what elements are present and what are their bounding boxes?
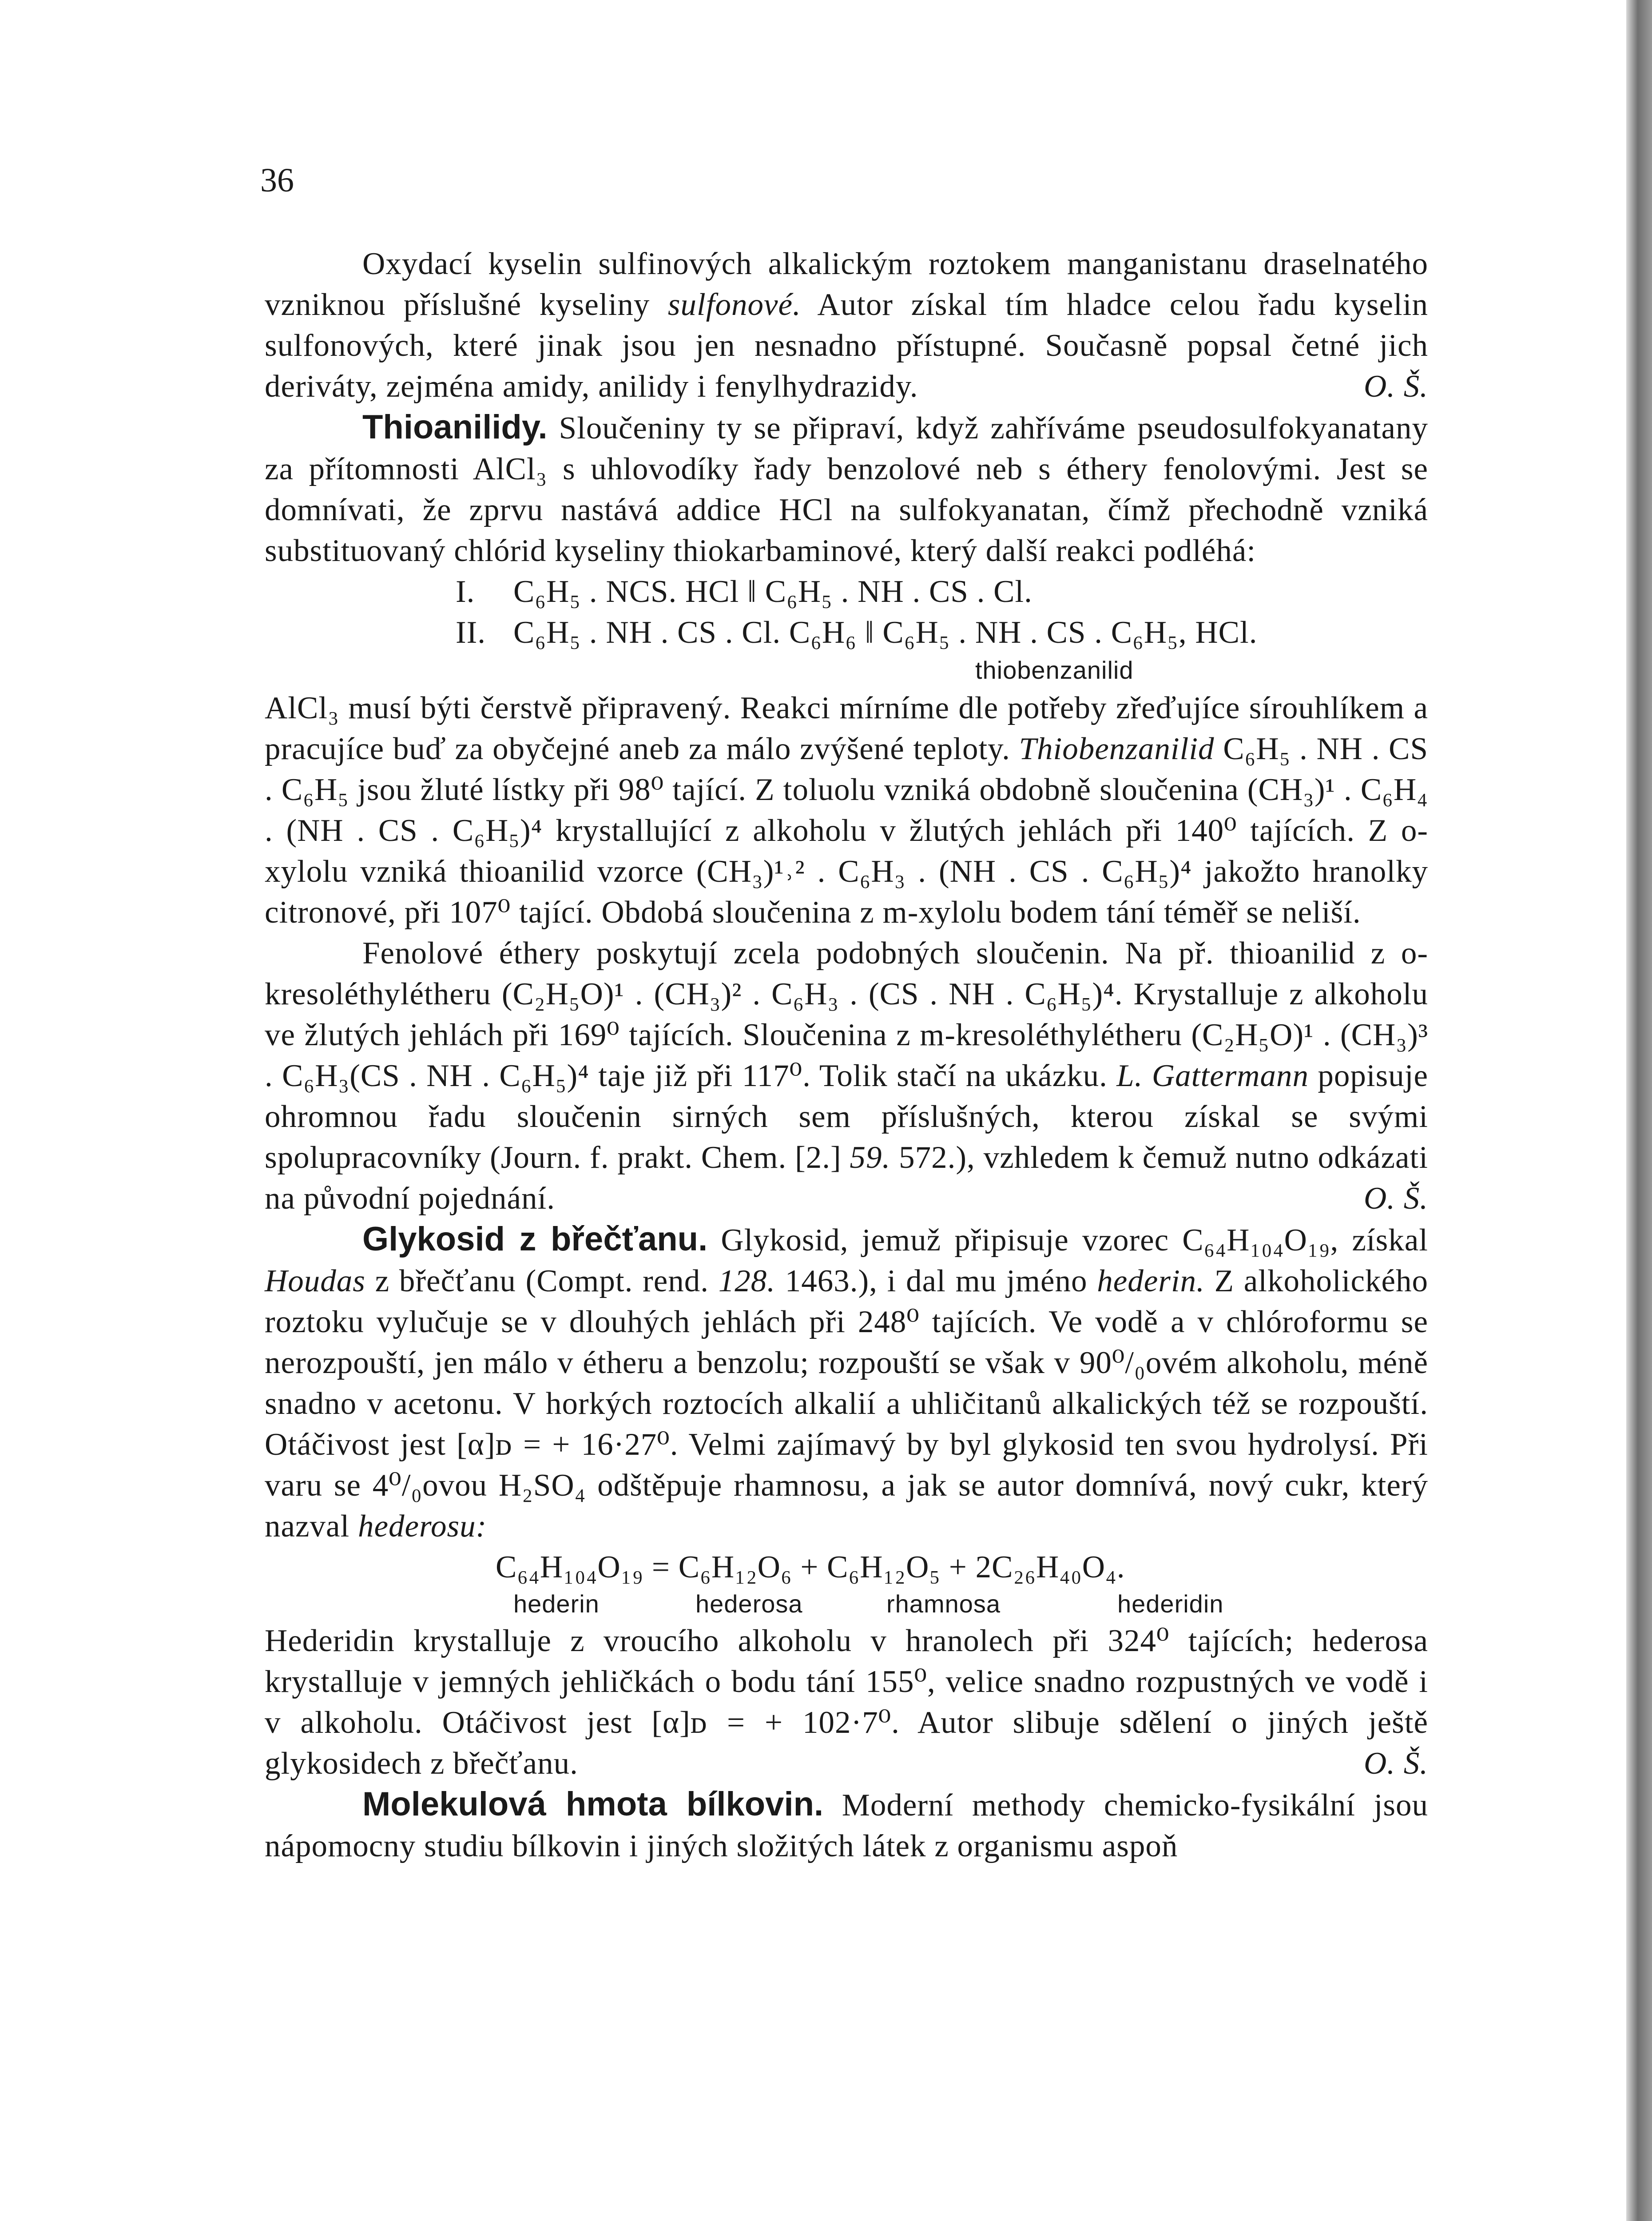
paragraph-sulfinic-acids (265, 243, 1428, 407)
paragraph-text: Sloučeniny ty se připraví, když zahříváme pseudosulfokyanatany za přítomnosti AlCl₃ s uhlovodíky řady benzolové neb s éthery fenolovými. Jest se domnívati, že zprvu nastává addice HCl na sulfokyanatan, čímž přechodně vzniká substituovaný chlórid kyseliny thiokarbaminové, který další reakci podléhá: (265, 411, 1428, 568)
paragraph-text: Fenolové éthery poskytují zcela podobných sloučenin. Na př. thioanilid z o-kresoléthylétheru (C₂H₅O)¹ . (CH₃)² . C₆H₃ . (CS . NH . C₆H₅)⁴. Krystalluje z alkoholu ve žlutých jehlách při 169⁰ tajících. Sloučenina z m-kresoléthylétheru (C₂H₅O)¹ . (CH₃)³ . C₆H₃(CS . NH . C₆H₅)⁴ taje již při 117⁰. Tolik stačí na ukázku. (265, 936, 1428, 1093)
formula-reaction-2 (265, 612, 1428, 653)
section-heading-thioanilidy: Thioanilidy. (362, 408, 548, 446)
paragraph-phenol-ethers (265, 933, 1428, 1219)
paragraph-text: Moderní methody chemicko-fysikální jsou nápomocny studiu bílkovin i jiných složitých látek z organismu aspoň (265, 1788, 1428, 1863)
author-signature: O. Š. (1363, 1181, 1428, 1216)
italic-author-name: L. Gattermann (1116, 1059, 1309, 1093)
italic-term: sulfonové. (667, 287, 801, 322)
article-body (265, 243, 1428, 1867)
paragraph-text: Z alkoholického roztoku vylučuje se v dlouhých jehlách při 248⁰ tajících. Ve vodě a v chlóroformu se nerozpouští, jen málo v étheru a benzolu; rozpouští se však v 90⁰/₀ovém alkoholu, méně snadno v acetonu. V horkých roztocích alkalií a uhličitanů alkalických též se rozpouští. Otáčivost jest [α]ᴅ = + 16·27⁰. Velmi zajímavý by byl glykosid ten svou hydrolysí. Při varu se 4⁰/₀ovou H₂SO₄ odštěpuje rhamnosu, a jak se autor domnívá, nový cukr, který nazval (265, 1264, 1428, 1544)
paragraph-text: AlCl₃ musí býti čerstvě připravený. Reakci mírníme dle potřeby zřeďujíce sírouhlíkem a pracujíce buď za obyčejné aneb za málo zvýšené teploty. (265, 691, 1428, 766)
formula-number: II. (456, 615, 486, 650)
formula-number: I. (456, 574, 475, 609)
italic-term: hederosu: (358, 1509, 487, 1544)
author-signature: O. Š. (1363, 1746, 1428, 1781)
formula-text: C₆H₅ . NCS. HCl ‖ C₆H₅ . NH . CS . Cl. (513, 574, 1032, 609)
italic-term: Thiobenzanilid (1019, 732, 1215, 766)
author-signature: O. Š. (1363, 369, 1428, 404)
formula-label: hederosa (695, 1590, 803, 1618)
formula-hydrolysis: C₆₄H₁₀₄O₁₉ = C₆H₁₂O₆ + C₆H₁₂O₅ + 2C₂₆H₄₀O₄. (496, 1550, 1125, 1584)
page-number: 36 (260, 162, 294, 199)
formula-labels-row (265, 1588, 1428, 1620)
paragraph-text: Autor získal tím hladce celou řadu kyselin sulfonových, které jinak jsou jen nesnadno přístupné. Současně popsal četné jich deriváty, zejména amidy, anilidy i fenylhydrazidy. (265, 287, 1428, 404)
italic-author-name: Houdas (265, 1264, 365, 1298)
italic-volume: 59. (850, 1140, 891, 1175)
paragraph-text: Oxydací kyselin sulfinových alkalickým roztokem manganistanu draselnatého vzniknou příslušné kyseliny (265, 247, 1428, 322)
section-heading-bilkoviny: Molekulová hmota bílkovin. (362, 1785, 824, 1823)
formula-reaction-1 (265, 571, 1428, 612)
paragraph-text: Glykosid, jemuž připisuje vzorec C₆₄H₁₀₄O₁₉, získal (707, 1223, 1428, 1258)
page-spine-shadow (1626, 0, 1652, 2221)
formula-label: rhamnosa (886, 1590, 1001, 1618)
paragraph-text: C₆H₅ . NH . CS . C₆H₅ jsou žluté lístky při 98⁰ tající. Z toluolu vzniká obdobně sloučenina (CH₃)¹ . C₆H₄ . (NH . CS . C₆H₅)⁴ krystallující z alkoholu v žlutých jehlách při 140⁰ tajících. Z o-xylolu vzniká thioanilid vzorce (CH₃)¹˒² . C₆H₃ . (NH . CS . C₆H₅)⁴ jakožto hranolky citronové, při 107⁰ tající. Obdobá sloučenina z m-xylolu bodem tání téměř se neliší. (265, 732, 1429, 930)
paragraph-text: popisuje ohromnou řadu sloučenin sirných sem příslušných, kterou získal se svými spolupracovníky (Journ. f. prakt. Chem. [2.] (265, 1059, 1428, 1175)
section-heading-glykosid: Glykosid z břečťanu. (362, 1220, 708, 1258)
paragraph-text: 572.), vzhledem k čemuž nutno odkázati na původní pojednání. (265, 1140, 1428, 1216)
formula-label: hederin (513, 1590, 600, 1618)
formula-label: hederidin (1117, 1590, 1224, 1618)
paragraph-thioanilides (265, 407, 1428, 571)
formula-text: C₆H₅ . NH . CS . Cl. C₆H₆ ‖ C₆H₅ . NH . CS . C₆H₅, HCl. (513, 615, 1258, 650)
paragraph-proteins (265, 1784, 1428, 1867)
paragraph-text: 1463.), i dal mu jméno (775, 1264, 1097, 1298)
paragraph-hederidin (265, 1620, 1428, 1784)
paragraph-glykosid (265, 1219, 1428, 1547)
paragraph-alcl3 (265, 688, 1428, 933)
formula-label-thiobenzanilid: thiobenzanilid (975, 656, 1134, 684)
paragraph-text: Hederidin krystalluje z vroucího alkoholu v hranolech při 324⁰ tajících; hederosa krystalluje v jemných jehličkách o bodu tání 155⁰, velice snadno rozpustných ve vodě i v alkoholu. Otáčivost jest [α]ᴅ = + 102·7⁰. Autor slibuje sdělení o jiných ještě glykosidech z břečťanu. (265, 1624, 1428, 1781)
italic-volume: 128. (718, 1264, 776, 1298)
italic-term: hederin. (1097, 1264, 1205, 1298)
paragraph-text: z břečťanu (Compt. rend. (365, 1264, 719, 1298)
